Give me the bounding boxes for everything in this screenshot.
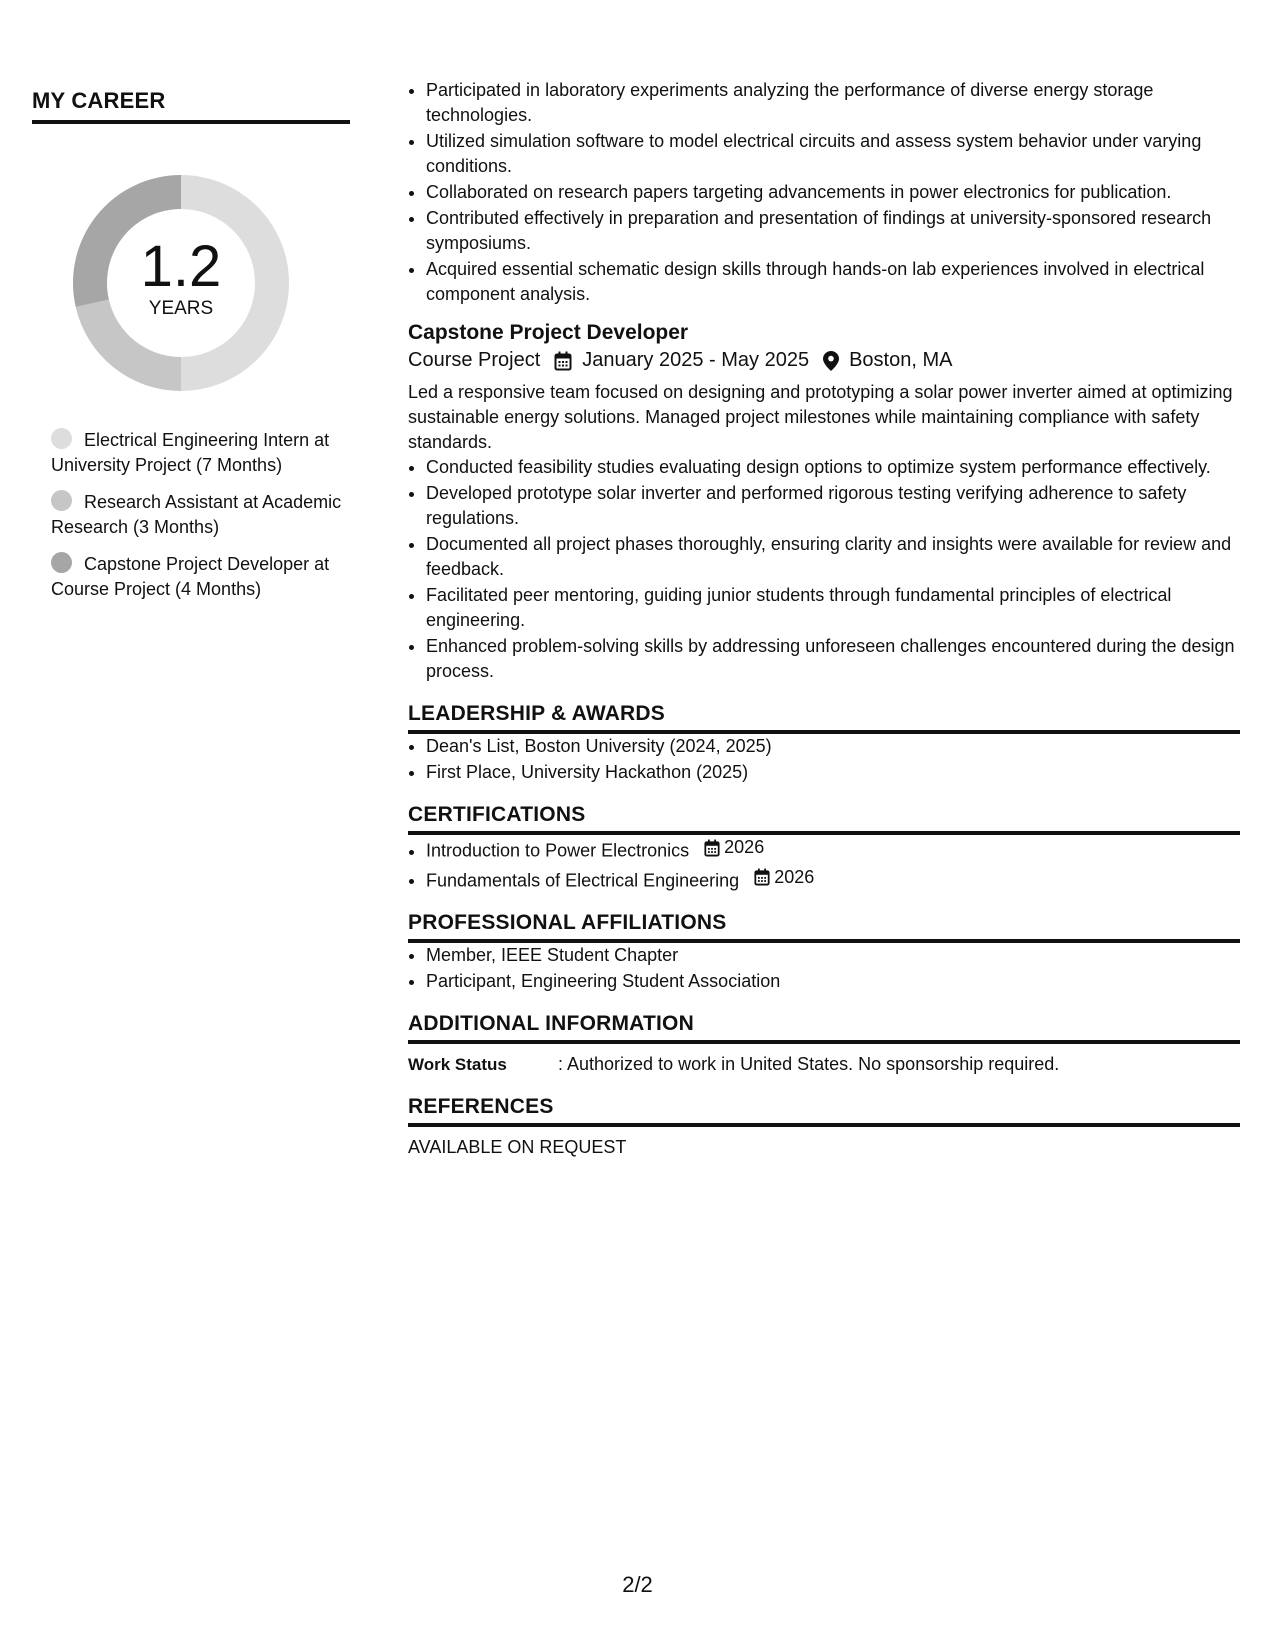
job-description: Led a responsive team focused on designing and prototyping a solar power inverter aimed at optimizing sustainable energy solutions. Managed project milestones while maintaining compliance with safety standards. <box>408 382 1233 452</box>
main-content <box>408 78 1240 1160</box>
location-pin-icon <box>823 351 839 371</box>
career-sidebar <box>32 88 352 614</box>
career-legend-item <box>51 490 351 540</box>
affiliations-list <box>408 943 1240 994</box>
calendar-icon <box>754 868 770 886</box>
career-legend-item <box>51 552 351 602</box>
affiliation-item: • Member, IEEE Student Chapter <box>426 943 1240 968</box>
bullet-item: • Utilized simulation software to model electrical circuits and assess system behavior under varying conditions. <box>426 129 1240 179</box>
career-legend-text: Electrical Engineering Intern at University Project (7 Months) <box>51 430 330 475</box>
career-heading: MY CAREER <box>32 88 350 124</box>
previous-job-bullets <box>408 78 1240 307</box>
legend-dot <box>51 552 72 573</box>
work-status-row <box>408 1052 1240 1077</box>
certification-name: Introduction to Power Electronics <box>426 840 690 861</box>
certification-year: 2026 <box>724 837 765 857</box>
career-legend-item <box>51 428 351 478</box>
bullet-item: • Participated in laboratory experiments analyzing the performance of diverse energy storage technologies. <box>426 78 1240 128</box>
bullet-item: • Developed prototype solar inverter and performed rigorous testing verifying adherence to safety regulations. <box>426 481 1240 531</box>
certifications-list <box>408 835 1240 893</box>
award-item: • Dean's List, Boston University (2024, 2025) <box>426 734 1240 759</box>
certification-name: Fundamentals of Electrical Engineering <box>426 870 740 890</box>
career-legend <box>32 428 351 602</box>
work-status-label: Work Status <box>408 1055 507 1074</box>
job-bullets <box>408 455 1240 684</box>
legend-dot <box>51 490 72 511</box>
job-company: Course Project <box>408 349 541 371</box>
job-meta <box>408 349 1240 372</box>
calendar-icon <box>704 839 720 857</box>
page-number: 2/2 <box>622 1572 653 1597</box>
calendar-icon <box>554 351 572 371</box>
career-total-unit: YEARS <box>148 298 214 319</box>
bullet-item: • Contributed effectively in preparation and presentation of findings at university-sponsored research symposiums. <box>426 206 1240 256</box>
leadership-heading: LEADERSHIP & AWARDS <box>408 702 1240 734</box>
bullet-item: • Facilitated peer mentoring, guiding junior students through fundamental principles of electrical engineering. <box>426 583 1240 633</box>
job-location: Boston, MA <box>849 349 953 371</box>
affiliation-item: • Participant, Engineering Student Association <box>426 969 1240 994</box>
job-title: Capstone Project Developer <box>408 321 689 344</box>
legend-dot <box>51 428 72 449</box>
career-donut-chart <box>66 168 296 398</box>
bullet-item: • Collaborated on research papers targeting advancements in power electronics for publication. <box>426 180 1240 205</box>
references-text: AVAILABLE ON REQUEST <box>408 1137 627 1157</box>
references-heading: REFERENCES <box>408 1095 1240 1127</box>
career-legend-text: Capstone Project Developer at Course Project (4 Months) <box>51 554 330 599</box>
leadership-list <box>408 734 1240 785</box>
certification-item <box>426 835 1240 864</box>
work-status-value: : Authorized to work in United States. No sponsorship required. <box>558 1054 1060 1074</box>
job-dates: January 2025 - May 2025 <box>582 349 810 371</box>
certification-year: 2026 <box>774 866 815 887</box>
additional-info-heading: ADDITIONAL INFORMATION <box>408 1012 1240 1044</box>
bullet-item: • Enhanced problem-solving skills by addressing unforeseen challenges encountered during the design process. <box>426 634 1240 684</box>
career-legend-text: Research Assistant at Academic Research (3 Months) <box>51 492 342 537</box>
career-total-value: 1.2 <box>140 234 222 299</box>
certification-item <box>426 865 1240 894</box>
bullet-item: • Documented all project phases thoroughly, ensuring clarity and insights were available for review and feedback. <box>426 532 1240 582</box>
certifications-heading: CERTIFICATIONS <box>408 803 1240 835</box>
affiliations-heading: PROFESSIONAL AFFILIATIONS <box>408 911 1240 943</box>
bullet-item: • Acquired essential schematic design skills through hands-on lab experiences involved in electrical component analysis. <box>426 257 1240 307</box>
award-item: • First Place, University Hackathon (2025) <box>426 760 1240 785</box>
bullet-item: • Conducted feasibility studies evaluating design options to optimize system performance effectively. <box>426 455 1240 480</box>
